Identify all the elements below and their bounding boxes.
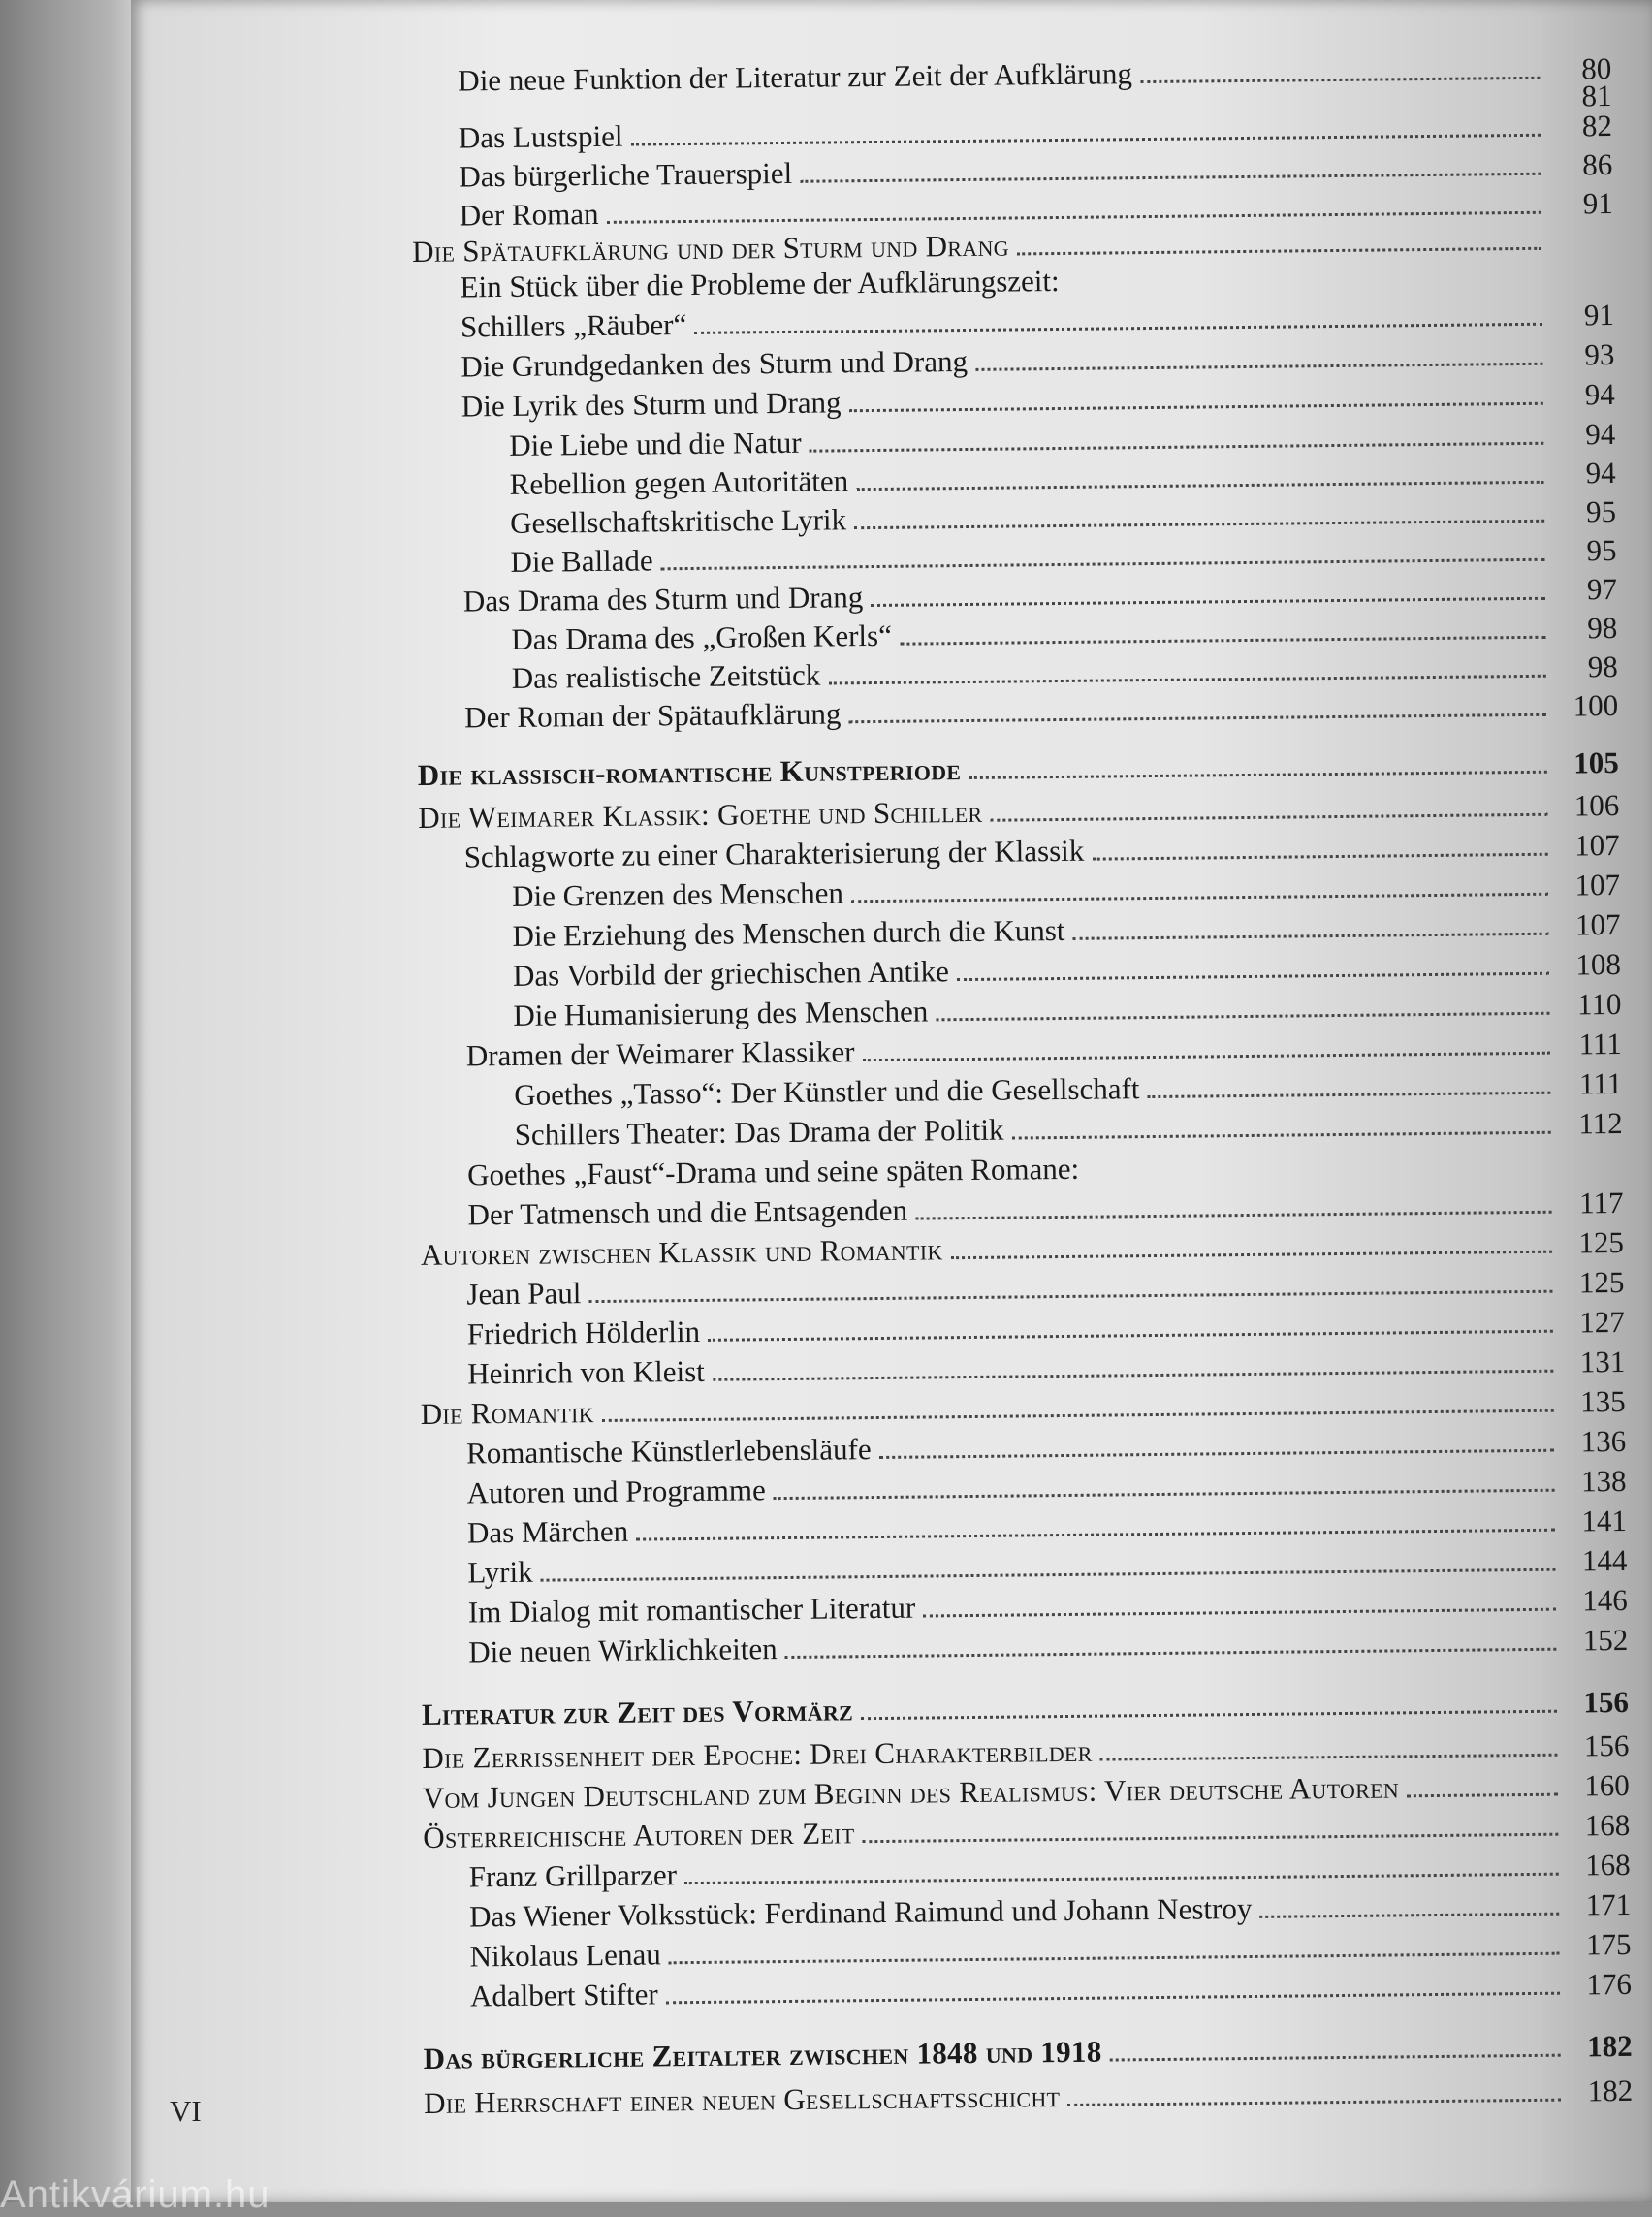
dot-leader bbox=[915, 1211, 1551, 1220]
toc-entry: Das Märchen 141 bbox=[466, 1503, 1628, 1550]
toc-section: Die klassisch-romantische Kunstperiode 105 bbox=[417, 744, 1619, 792]
toc-entry: Das Drama des „Großen Kerls“ 98 bbox=[511, 610, 1618, 656]
toc-entry: Die Lyrik des Sturm und Drang 94 bbox=[461, 376, 1615, 424]
page-number: VI bbox=[170, 2094, 202, 2128]
dot-leader bbox=[800, 173, 1541, 183]
toc-entry: Die neuen Wirklichkeiten 152 bbox=[468, 1622, 1629, 1669]
toc-entry: Der Tatmensch und die Entsagenden 117 bbox=[467, 1185, 1624, 1232]
dot-leader bbox=[607, 211, 1541, 224]
dot-leader bbox=[669, 1952, 1560, 1965]
toc-chapter: Die Zerrissenheit der Epoche: Drei Charakterbilder 156 bbox=[422, 1727, 1630, 1775]
toc-entry: Das Vorbild der griechischen Antike 108 bbox=[512, 946, 1622, 993]
dot-leader bbox=[951, 1251, 1552, 1259]
dot-leader bbox=[785, 1648, 1557, 1659]
toc-entry: Das Wiener Volksstück: Ferdinand Raimund und Johann Nestroy 171 bbox=[468, 1886, 1632, 1934]
dot-leader bbox=[810, 442, 1544, 453]
toc-entry: 81 bbox=[458, 79, 1611, 129]
dot-leader bbox=[969, 771, 1546, 779]
dot-leader bbox=[1110, 2054, 1561, 2062]
dot-leader bbox=[1100, 1754, 1558, 1761]
toc-entry: Goethes „Tasso“: Der Künstler und die Gesellschaft 111 bbox=[514, 1065, 1623, 1112]
toc-entry: Das bürgerliche Trauerspiel 86 bbox=[459, 147, 1613, 194]
toc-chapter: Die Weimarer Klassik: Goethe und Schiller 106 bbox=[418, 787, 1620, 835]
dot-leader bbox=[849, 402, 1543, 413]
dot-leader bbox=[936, 1012, 1549, 1022]
dot-leader bbox=[588, 1290, 1552, 1303]
toc-section: Literatur zur Zeit des Vormärz 156 bbox=[421, 1684, 1630, 1731]
toc-entry: Das Lustspiel 82 bbox=[458, 109, 1613, 155]
dot-leader bbox=[684, 1873, 1559, 1884]
dot-leader bbox=[1073, 933, 1549, 940]
dot-leader bbox=[666, 1992, 1560, 2005]
dot-leader bbox=[861, 1710, 1557, 1721]
toc-entry: Die neue Funktion der Literatur zur Zeit der Aufklärung 80 bbox=[458, 51, 1612, 98]
dot-leader bbox=[1012, 1131, 1551, 1140]
dot-leader bbox=[1067, 2099, 1561, 2106]
toc-entry: Friedrich Hölderlin 127 bbox=[466, 1304, 1625, 1351]
toc-entry: Nikolaus Lenau 175 bbox=[469, 1926, 1632, 1974]
toc-entry: Das realistische Zeitstück 98 bbox=[511, 649, 1618, 695]
toc-entry: Rebellion gegen Autoritäten 94 bbox=[509, 455, 1616, 501]
dot-leader bbox=[923, 1608, 1556, 1618]
toc-entry: Autoren und Programme 138 bbox=[466, 1463, 1627, 1510]
dot-leader bbox=[1092, 853, 1547, 861]
toc-chapter: Vom Jungen Deutschland zum Beginn des Realismus: Vier deutsche Autoren 160 bbox=[422, 1767, 1630, 1815]
toc-chapter: Österreichische Autoren der Zeit 168 bbox=[423, 1807, 1631, 1854]
dot-leader bbox=[856, 481, 1543, 491]
toc-entry: Schillers Theater: Das Drama der Politik 112 bbox=[514, 1105, 1623, 1152]
toc-entry: Die Liebe und die Natur 94 bbox=[509, 416, 1616, 462]
dot-leader bbox=[774, 1489, 1555, 1500]
toc-entry: Im Dialog mit romantischer Literatur 146 bbox=[467, 1582, 1628, 1630]
dot-leader bbox=[541, 1568, 1556, 1582]
dot-leader bbox=[713, 1370, 1553, 1381]
toc-chapter: Die Romantik 135 bbox=[420, 1383, 1626, 1431]
dot-leader bbox=[871, 597, 1545, 607]
toc-entry: Schillers „Räuber“ 91 bbox=[460, 297, 1615, 344]
toc-entry: Schlagworte zu einer Charakterisierung der Klassik 107 bbox=[463, 827, 1620, 874]
dot-leader bbox=[636, 1529, 1555, 1541]
toc-entry: Lyrik 144 bbox=[467, 1542, 1628, 1590]
toc-entry: Romantische Künstlerlebensläufe 136 bbox=[465, 1423, 1627, 1471]
toc-section: Das bürgerliche Zeitalter zwischen 1848 und 1918 182 bbox=[423, 2028, 1633, 2075]
toc-entry: Ein Stück über die Probleme der Aufklärungszeit: bbox=[460, 258, 1613, 308]
toc-entry: Der Roman 91 bbox=[459, 186, 1613, 233]
toc-chapter: Autoren zwischen Klassik und Romantik 125 bbox=[420, 1224, 1625, 1272]
dot-leader bbox=[694, 323, 1542, 334]
dot-leader bbox=[975, 363, 1542, 371]
dot-leader bbox=[661, 558, 1545, 571]
toc-chapter: Die Spätaufklärung und der Sturm und Drang bbox=[412, 222, 1613, 273]
dot-leader bbox=[1017, 247, 1541, 256]
watermark: Antikvárium.hu bbox=[0, 2173, 270, 2216]
toc-entry: Das Drama des Sturm und Drang 97 bbox=[462, 571, 1618, 618]
dot-leader bbox=[863, 1052, 1550, 1061]
dot-leader bbox=[863, 1833, 1559, 1844]
dot-leader bbox=[1087, 1174, 1551, 1179]
dot-leader bbox=[991, 813, 1548, 822]
dot-leader bbox=[854, 520, 1544, 529]
toc-entry: Goethes „Faust“-Drama und seine späten Romane: bbox=[467, 1146, 1623, 1196]
toc-entry: Franz Grillparzer 168 bbox=[468, 1847, 1631, 1894]
dot-leader bbox=[900, 636, 1545, 646]
toc-entry: Heinrich von Kleist 131 bbox=[467, 1344, 1626, 1391]
toc-chapter: Die Herrschaft einer neuen Gesellschaftsschicht 182 bbox=[423, 2073, 1634, 2120]
dot-leader bbox=[849, 713, 1547, 724]
dot-leader bbox=[631, 134, 1541, 146]
toc-entry: Jean Paul 125 bbox=[466, 1264, 1625, 1312]
toc-entry: Adalbert Stifter 176 bbox=[469, 1966, 1633, 2013]
toc-entry: Der Roman der Spätaufklärung 100 bbox=[464, 687, 1619, 735]
dot-leader bbox=[1259, 1913, 1559, 1918]
toc-entry: Die Erziehung des Menschen durch die Kunst 107 bbox=[512, 906, 1621, 953]
toc-entry: Die Humanisierung des Menschen 110 bbox=[513, 986, 1622, 1032]
dot-leader bbox=[879, 1449, 1554, 1459]
dot-leader bbox=[1148, 1092, 1551, 1098]
dot-leader bbox=[1407, 1793, 1558, 1798]
dot-leader bbox=[851, 893, 1548, 903]
toc-entry: Gesellschaftskritische Lyrik 95 bbox=[509, 493, 1617, 540]
dot-leader bbox=[602, 1409, 1554, 1422]
dot-leader bbox=[828, 675, 1545, 685]
toc-entry: Die Ballade 95 bbox=[510, 532, 1617, 579]
dot-leader bbox=[708, 1330, 1553, 1342]
dot-leader bbox=[1067, 286, 1542, 291]
toc-entry: Die Grenzen des Menschen 107 bbox=[511, 867, 1621, 913]
toc-entry: Die Grundgedanken des Sturm und Drang 93 bbox=[461, 336, 1615, 384]
dot-leader bbox=[957, 972, 1549, 981]
toc-entry: Dramen der Weimarer Klassiker 111 bbox=[465, 1026, 1622, 1073]
